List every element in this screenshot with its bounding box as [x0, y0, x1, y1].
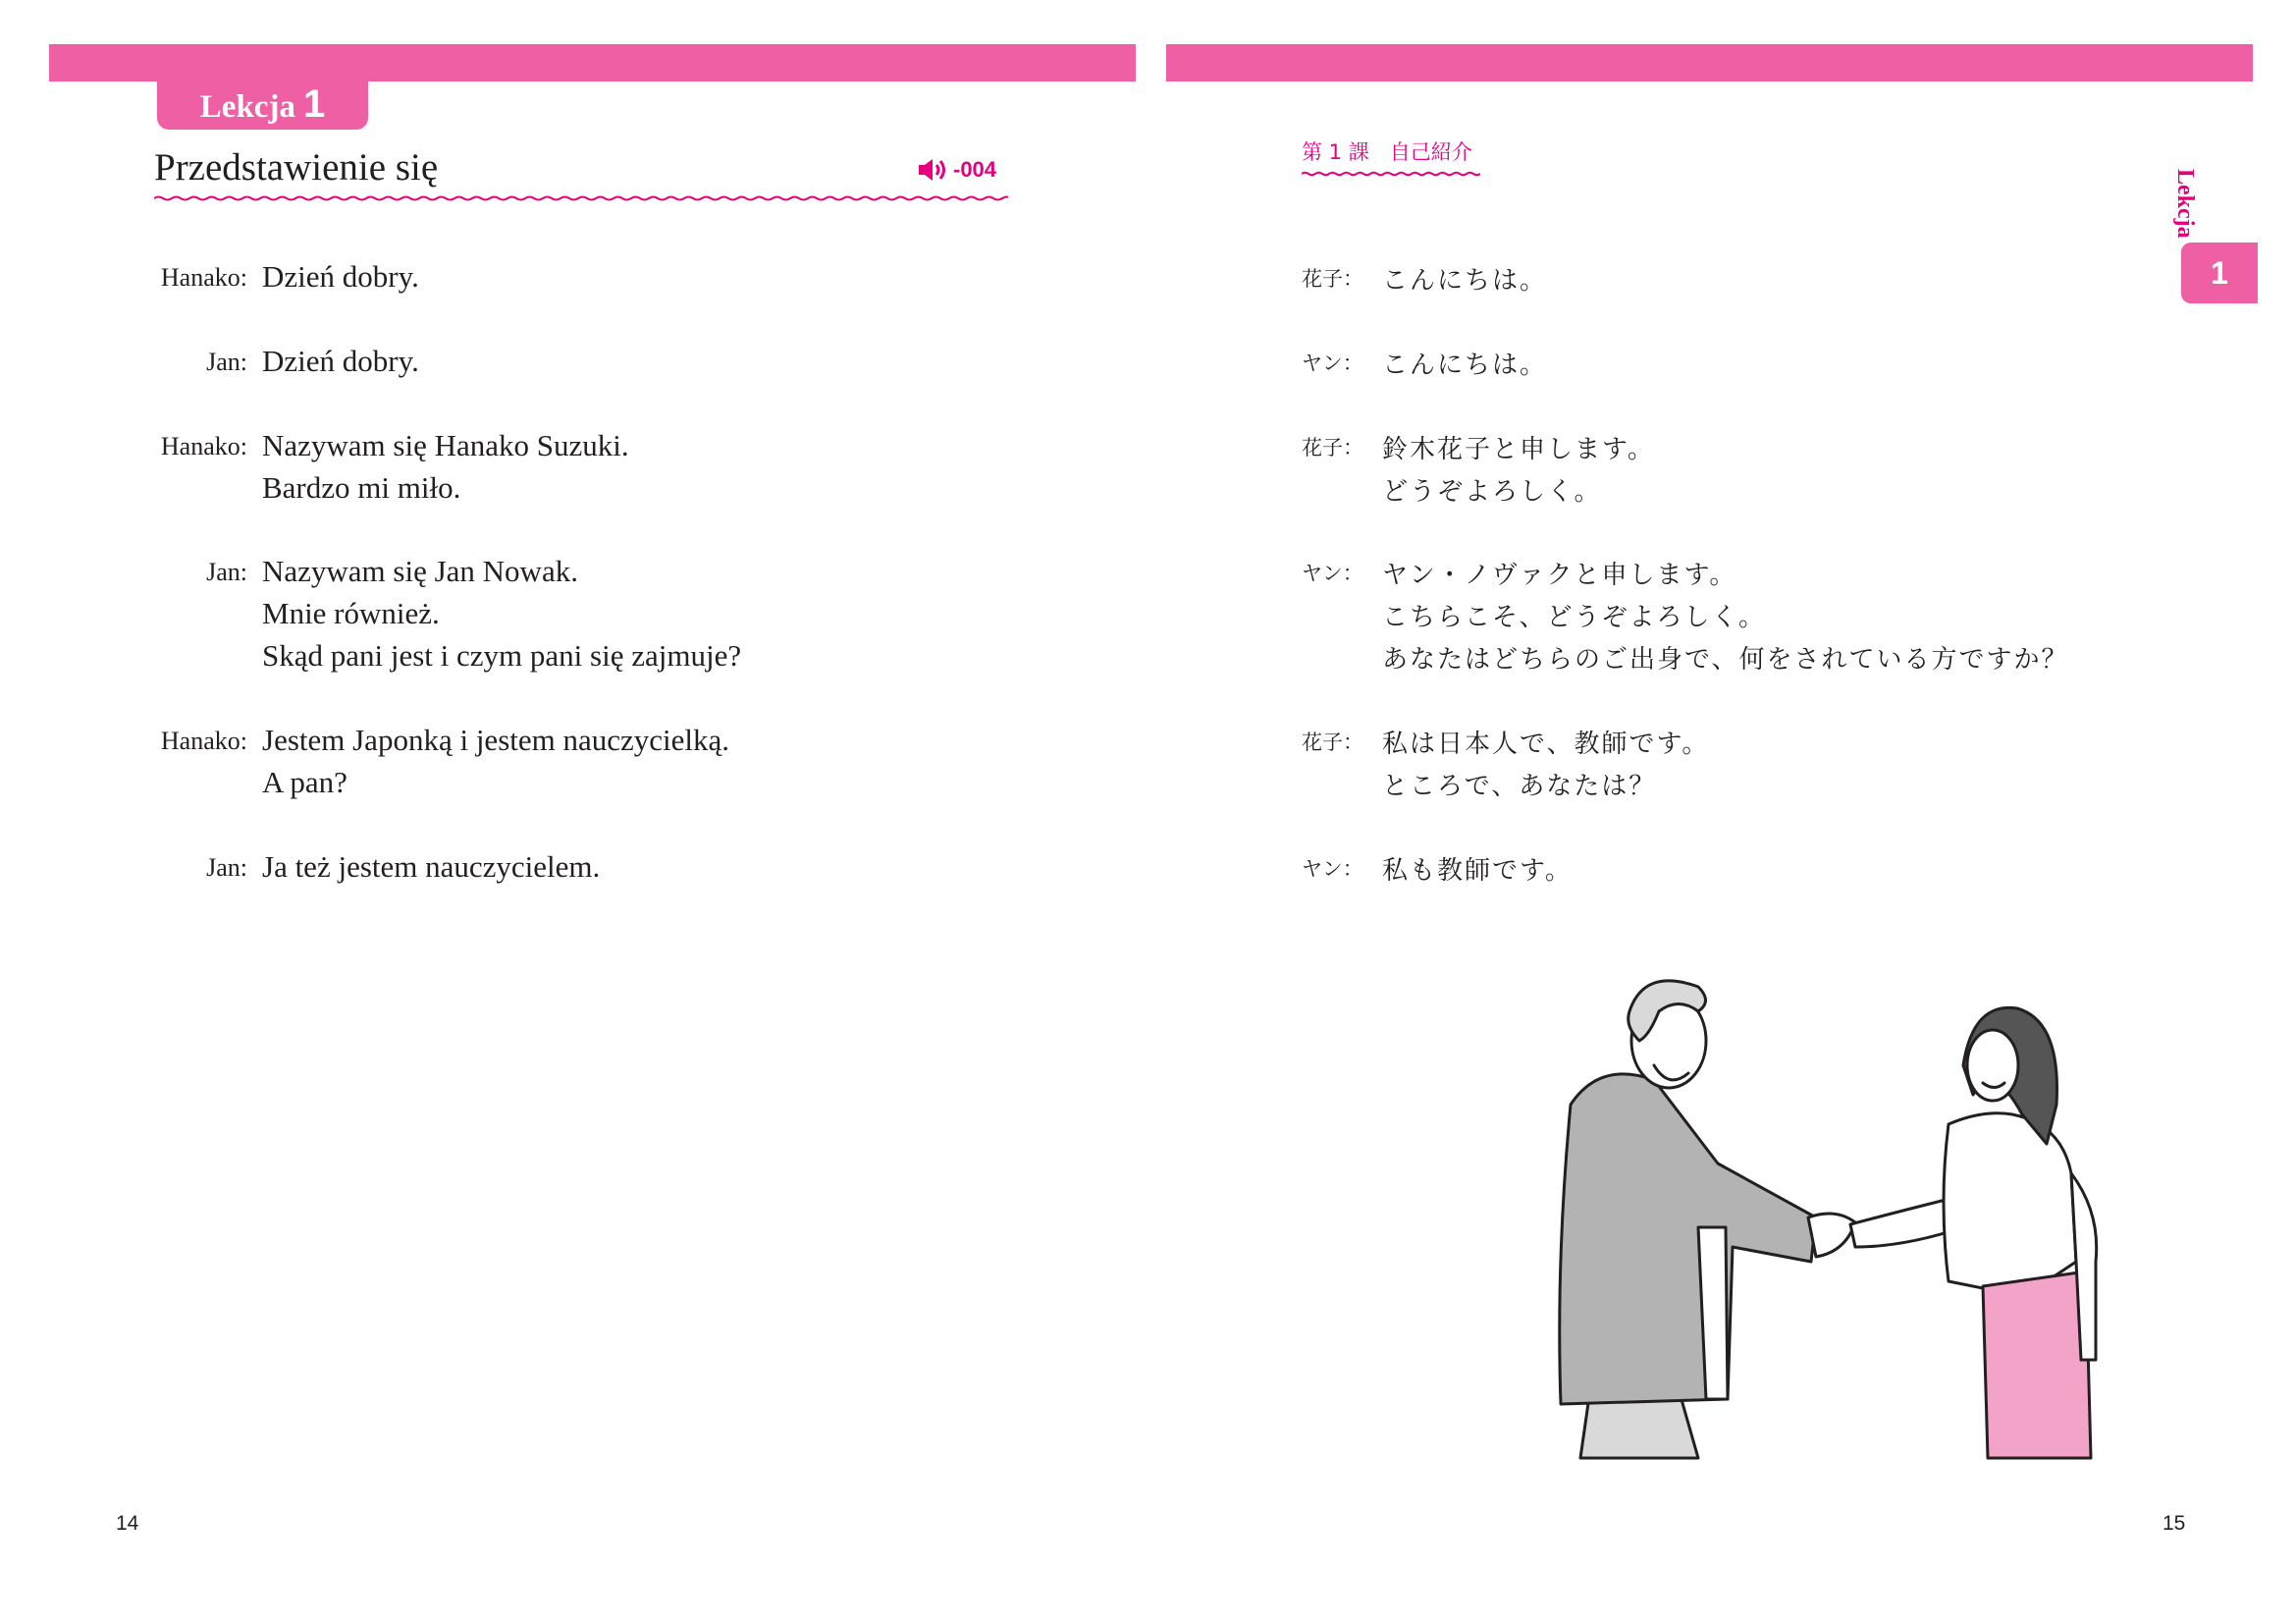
dialogue-line: こちらこそ、どうぞよろしく。: [1382, 603, 1766, 632]
dialogue-line: A pan?: [262, 765, 347, 799]
dialogue-line: Bardzo mi miło.: [262, 470, 461, 505]
speaker-label: ヤン：: [1302, 857, 1363, 881]
side-lesson-tab: 1: [2181, 243, 2258, 303]
right-header-bar: [1166, 44, 2253, 81]
speaker-label: Hanako:: [160, 263, 247, 292]
side-lesson-label: Lekcja: [2172, 169, 2198, 239]
dialogue-line: あなたはどちらのご出身で、何をされている方ですか？: [1382, 645, 2069, 675]
dialogue-line: こんにちは。: [1382, 351, 1548, 380]
lesson-tab-word: Lekcja: [199, 89, 295, 125]
dialogue-line: ヤン・ノヴァクと申します。: [1382, 561, 1737, 590]
audio-track-number: -004: [953, 157, 997, 182]
dialogue-line: 鈴木花子と申します。: [1382, 435, 1655, 464]
speaker-label: Jan:: [206, 853, 247, 882]
handshake-illustration: [1551, 967, 2160, 1463]
speaker-label: 花子：: [1302, 267, 1363, 291]
lesson-tab: [157, 79, 368, 130]
speaker-label: ヤン：: [1302, 352, 1363, 375]
heading-wavy-underline: [1302, 169, 1480, 179]
speaker-label: Jan:: [206, 348, 247, 376]
dialogue-line: Dzień dobry.: [262, 344, 419, 378]
dialogue-line: Mnie również.: [262, 596, 440, 630]
title-wavy-underline: [154, 192, 1008, 204]
speaker-label: 花子：: [1302, 730, 1363, 754]
left-header-bar: [49, 44, 1136, 81]
dialogue-line: 私は日本人で、教師です。: [1382, 730, 1710, 759]
lesson-tab-number: 1: [302, 82, 326, 126]
dialogue-line: Dzień dobry.: [262, 259, 419, 294]
dialogue-line: Jestem Japonką i jestem nauczycielką.: [262, 723, 730, 757]
speaker-icon: [918, 158, 949, 182]
dialogue-line: どうぞよろしく。: [1382, 477, 1602, 507]
dialogue-line: Ja też jestem nauczycielem.: [262, 849, 601, 884]
dialogue-line: Skąd pani jest i czym pani się zajmuje?: [262, 638, 742, 673]
dialogue-line: Nazywam się Jan Nowak.: [262, 554, 578, 588]
page-number-left: 14: [116, 1512, 139, 1535]
page-title: Przedstawienie się: [154, 146, 439, 189]
speaker-label: 花子：: [1302, 436, 1363, 460]
speaker-label: Jan:: [206, 558, 247, 586]
dialogue-line: 私も教師です。: [1382, 856, 1573, 886]
dialogue-line: Nazywam się Hanako Suzuki.: [262, 428, 629, 462]
speaker-label: ヤン：: [1302, 562, 1363, 585]
dialogue-line: こんにちは。: [1382, 266, 1548, 296]
speaker-label: Hanako:: [160, 432, 247, 460]
speaker-label: Hanako:: [160, 727, 247, 755]
page-number-right: 15: [2163, 1512, 2186, 1535]
audio-track[interactable]: [918, 157, 996, 183]
dialogue-line: ところで、あなたは？: [1382, 772, 1657, 801]
lesson-heading-jp: 第 1 課 自己紹介: [1302, 140, 1472, 164]
